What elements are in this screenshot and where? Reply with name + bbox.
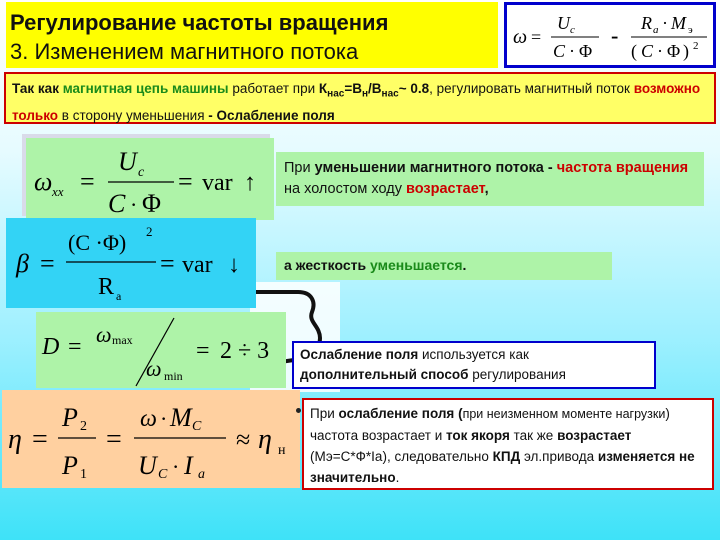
info-sub-1: нас (327, 88, 345, 100)
t1-part-1: При (284, 160, 315, 176)
t1-part-3: - (543, 160, 557, 176)
mul-sign-2: · (172, 454, 180, 479)
square-exponent: 2 (146, 224, 153, 239)
info-box (4, 72, 716, 124)
torque-subscript: C (192, 419, 202, 434)
resistance-subscript: a (653, 24, 659, 36)
flux-symbol: Φ (579, 41, 593, 61)
max-subscript: max (112, 333, 133, 347)
resistance-symbol: R (98, 274, 115, 300)
info-text-2: магнитная цепь машины (62, 81, 229, 96)
efficiency-formula (2, 390, 300, 488)
t4-part-10: эл.привода (520, 449, 598, 464)
page-title: Регулирование частоты вращения (6, 2, 498, 36)
efficiency-note (302, 398, 714, 490)
t4-part-5: ток якоря (445, 428, 510, 443)
equals-sign: = (32, 424, 48, 455)
flux-symbol: Φ (142, 189, 162, 218)
voltage-symbol: U (118, 147, 137, 176)
t4-part-7: возрастает (557, 428, 632, 443)
min-subscript: min (164, 369, 183, 383)
info-text-9: возможно только (12, 81, 701, 123)
t3-part-3: дополнительный способ (300, 367, 469, 382)
speed-formula-box (504, 2, 716, 68)
power-out-subscript: 2 (80, 419, 87, 434)
page-subtitle: 3. Изменением магнитного потока (6, 36, 498, 68)
idle-speed-formula (26, 138, 274, 220)
voltage-symbol: U (138, 451, 157, 480)
omega-min-symbol: ω (146, 356, 162, 381)
speed-formula (507, 5, 713, 65)
field-weakening-note (292, 341, 656, 389)
stiffness-formula (6, 218, 256, 308)
constant-symbol: C (108, 189, 126, 218)
range-formula (36, 312, 286, 388)
equals-sign-2: = (106, 424, 122, 455)
t4-part-6: так же (509, 428, 558, 443)
current-symbol: I (184, 451, 193, 480)
equals-sign: = (40, 249, 55, 278)
t4-part-4: ) частота возрастает и (310, 406, 670, 443)
eta-nominal-symbol: η (258, 424, 272, 455)
t1-part-4: частота вращения (556, 160, 689, 176)
constant-symbol-2: C (641, 41, 654, 61)
t4-part-3: при неизменном моменте нагрузки (462, 407, 666, 421)
equals-sign: = (80, 167, 95, 196)
t4-part-9: КПД (492, 449, 521, 464)
t3-part-1: Ослабление поля (300, 347, 419, 362)
info-text-3: работает при (228, 81, 319, 96)
info-text-5: =В (344, 81, 362, 96)
voltage-subscript: C (158, 467, 168, 482)
info-text-10: в сторону уменьшения (58, 107, 209, 123)
omega-symbol: ω (513, 26, 528, 48)
info-text-11: - Ослабление поля (208, 107, 335, 123)
var-text: var (182, 252, 213, 278)
eta-symbol: η (8, 424, 22, 455)
torque-symbol: M (671, 13, 686, 33)
t3-part-4: регулирования (468, 367, 566, 382)
omega-symbol: ω (140, 406, 157, 432)
torque-subscript: э (688, 24, 693, 36)
var-text: var (202, 170, 233, 196)
t3-part-2: используется как (418, 347, 529, 362)
mul-sign: · (130, 192, 138, 217)
formula1-svg (26, 138, 274, 220)
power-in-symbol: P (62, 451, 78, 480)
t1-part-5: на холостом ходу (284, 181, 406, 197)
t2-part-2: уменьшается (370, 257, 463, 273)
mul-sign-3: · (657, 41, 663, 61)
equals-sign-2: = (196, 338, 210, 364)
stiffness-note (276, 252, 612, 280)
rparen: ) (683, 41, 689, 61)
info-text-6: /В (368, 81, 382, 96)
info-sub-2: н (361, 88, 369, 100)
speed-increase-note (276, 152, 704, 206)
approx-sign: ≈ (236, 425, 251, 454)
constant-symbol: C (553, 41, 566, 61)
range-value: 2 ÷ 3 (220, 338, 270, 364)
t4-part-1: При (310, 406, 339, 421)
t1-part-7: , (484, 181, 489, 197)
nominal-subscript: н (278, 443, 286, 458)
minus-sign: - (611, 23, 619, 48)
t2-part-3: . (462, 257, 467, 273)
beta-symbol: β (16, 249, 29, 278)
voltage-subscript: c (138, 165, 145, 180)
t4-part-8: (Мэ=С*Ф*Iа), следовательно (310, 449, 493, 464)
power-out-symbol: P (62, 403, 78, 432)
equals-sign: = (68, 334, 82, 360)
omega-symbol: ω (34, 167, 53, 196)
equals-sign: = (531, 27, 542, 47)
formula4-svg (2, 390, 300, 488)
t4-part-12: . (395, 470, 400, 485)
t2-part-1: а жесткость (284, 257, 370, 273)
resistance-subscript: a (116, 289, 122, 303)
lparen: ( (631, 41, 637, 61)
info-text-4: К (318, 81, 328, 96)
equals-sign-2: = (178, 167, 193, 196)
square-exponent: 2 (693, 40, 699, 52)
mul-sign: · (569, 41, 575, 61)
t4-part-2: ослабление поля ( (338, 406, 463, 421)
numerator-text: (C ·Φ) (68, 230, 127, 255)
mul-sign-2: · (662, 13, 668, 33)
voltage-subscript: c (570, 24, 575, 36)
formula3-svg (36, 312, 286, 388)
t1-part-6: возрастает (405, 181, 485, 197)
equals-sign-2: = (160, 249, 175, 278)
formula2-svg (6, 218, 256, 308)
bullet-dot (296, 408, 301, 413)
mul-sign: · (160, 406, 168, 431)
range-symbol: D (42, 334, 60, 360)
info-text-1: Так как (12, 81, 63, 96)
flux-symbol-2: Φ (667, 41, 681, 61)
info-text-8: , регулировать магнитный поток (429, 81, 634, 96)
power-in-subscript: 1 (80, 467, 87, 482)
down-arrow-icon: ↓ (228, 252, 240, 278)
omega-subscript: xx (52, 184, 64, 199)
up-arrow-icon: ↑ (244, 170, 256, 196)
omega-max-symbol: ω (96, 322, 112, 347)
t1-part-2: уменьшении магнитного потока (314, 160, 544, 176)
info-sub-3: нас (381, 88, 399, 100)
torque-symbol: M (170, 403, 192, 432)
resistance-symbol: R (641, 13, 652, 33)
voltage-symbol: U (557, 13, 570, 33)
info-text-7: ~ 0.8 (398, 81, 430, 96)
current-subscript: a (198, 467, 205, 482)
t4-part-11: изменяется не значительно (310, 449, 695, 485)
